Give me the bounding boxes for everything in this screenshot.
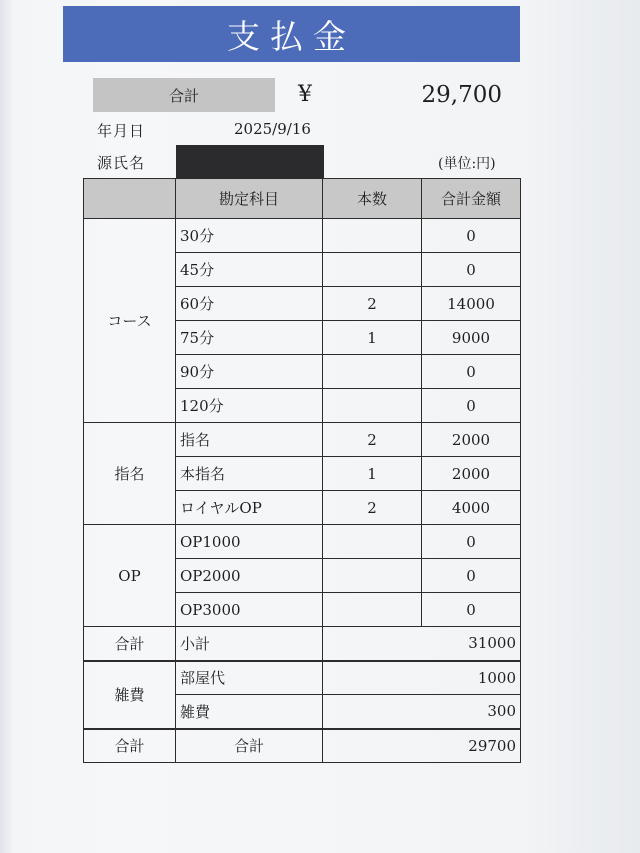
amount-cell: 0 (422, 253, 521, 287)
amount-cell: 2000 (422, 457, 521, 491)
header-cell-category (84, 179, 176, 219)
count-cell: 1 (323, 321, 422, 355)
document-title: 支払金 (63, 6, 520, 62)
group-label-op: OP (84, 525, 176, 627)
count-cell (323, 525, 422, 559)
grand-total-row (84, 729, 521, 763)
count-cell (323, 593, 422, 627)
expense-row (84, 661, 521, 695)
amount-cell: 14000 (422, 287, 521, 321)
payment-table (83, 178, 521, 763)
header-cell-count: 本数 (323, 179, 422, 219)
expense-label: 雑費 (176, 695, 323, 729)
item-cell: 90分 (176, 355, 323, 389)
unit-note: (単位:円) (438, 156, 496, 172)
date-label: 年月日 (97, 122, 146, 140)
table-header-row (84, 179, 521, 219)
amount-cell: 0 (422, 559, 521, 593)
header-cell-amount: 合計金額 (422, 179, 521, 219)
count-cell (323, 355, 422, 389)
count-cell: 1 (323, 457, 422, 491)
amount-cell: 9000 (422, 321, 521, 355)
amount-cell: 2000 (422, 423, 521, 457)
total-label: 合計 (93, 78, 275, 112)
count-cell: 2 (323, 287, 422, 321)
group-label-grand-total: 合計 (84, 729, 176, 763)
name-redaction (176, 145, 324, 180)
count-cell (323, 389, 422, 423)
item-cell: 120分 (176, 389, 323, 423)
table-row (84, 219, 521, 253)
item-cell: 30分 (176, 219, 323, 253)
item-cell: 指名 (176, 423, 323, 457)
total-amount: 29,700 (421, 82, 502, 108)
header-cell-account: 勘定科目 (176, 179, 323, 219)
count-cell (323, 219, 422, 253)
item-cell: OP2000 (176, 559, 323, 593)
amount-cell: 0 (422, 525, 521, 559)
grand-total-amount: 29700 (323, 729, 521, 763)
expense-amount: 1000 (323, 661, 521, 695)
amount-cell: 0 (422, 355, 521, 389)
item-cell: 45分 (176, 253, 323, 287)
amount-cell: 0 (422, 593, 521, 627)
currency-symbol: ¥ (298, 82, 312, 107)
count-cell: 2 (323, 491, 422, 525)
group-label-course: コース (84, 219, 176, 423)
item-cell: 本指名 (176, 457, 323, 491)
item-cell: ロイヤルOP (176, 491, 323, 525)
group-label-subtotal: 合計 (84, 627, 176, 661)
table-row (84, 525, 521, 559)
table-row (84, 423, 521, 457)
subtotal-row (84, 627, 521, 661)
group-label-expenses: 雑費 (84, 661, 176, 729)
expense-amount: 300 (323, 695, 521, 729)
expense-label: 部屋代 (176, 661, 323, 695)
grand-total-label: 合計 (176, 729, 323, 763)
amount-cell: 0 (422, 389, 521, 423)
date-value: 2025/9/16 (234, 120, 311, 138)
item-cell: OP1000 (176, 525, 323, 559)
item-cell: 75分 (176, 321, 323, 355)
count-cell (323, 559, 422, 593)
amount-cell: 0 (422, 219, 521, 253)
count-cell (323, 253, 422, 287)
name-label: 源氏名 (97, 154, 146, 172)
subtotal-amount: 31000 (323, 627, 521, 661)
amount-cell: 4000 (422, 491, 521, 525)
item-cell: OP3000 (176, 593, 323, 627)
subtotal-label: 小計 (176, 627, 323, 661)
item-cell: 60分 (176, 287, 323, 321)
group-label-shimei: 指名 (84, 423, 176, 525)
count-cell: 2 (323, 423, 422, 457)
